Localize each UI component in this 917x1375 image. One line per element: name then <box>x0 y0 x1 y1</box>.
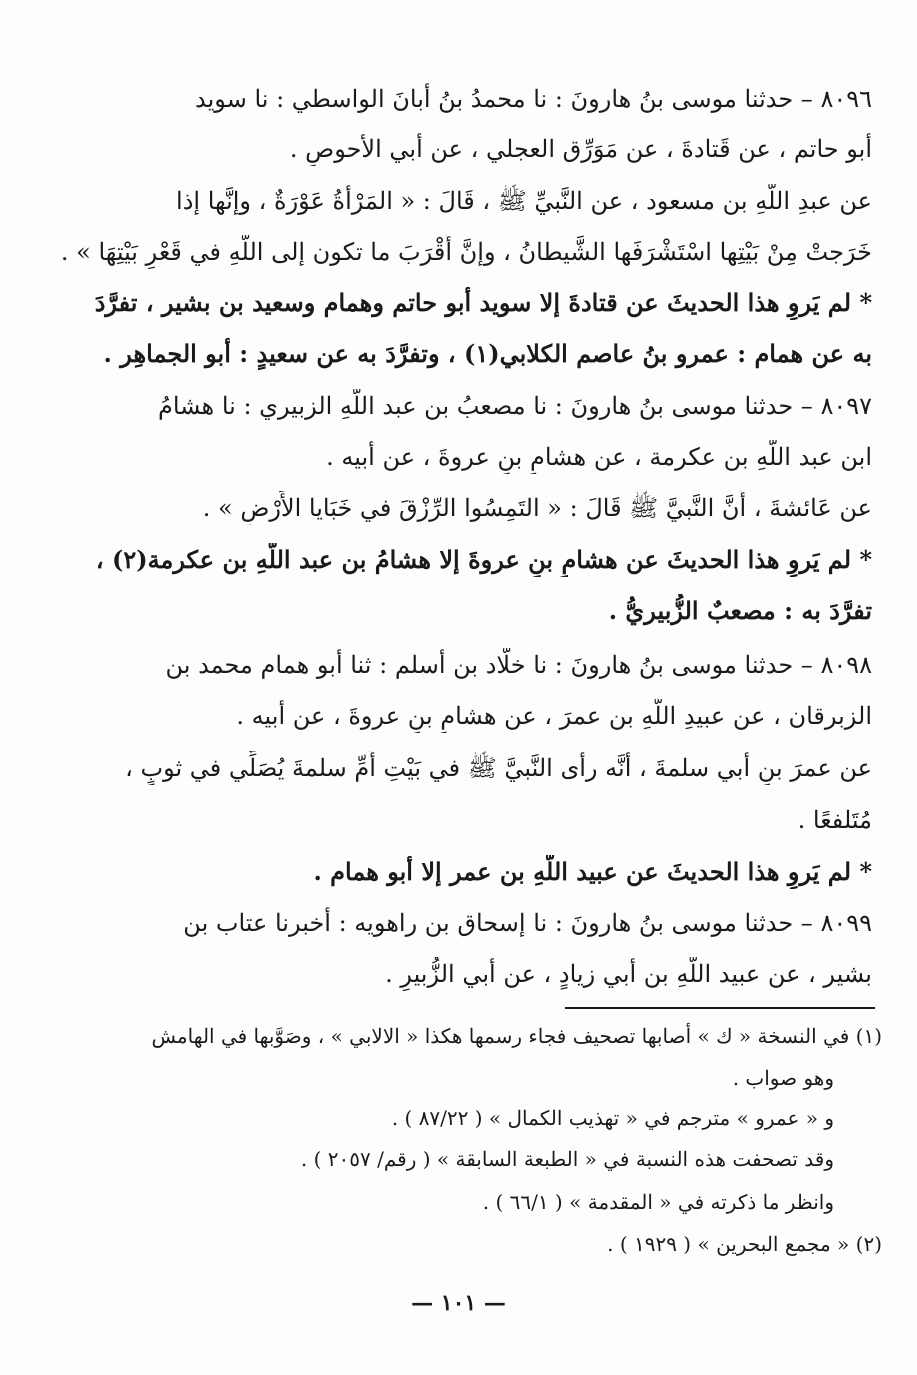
text-line: عن عَائشةَ ، أَنَّ النَّبيَّ ﷺ قَالَ : « التَمِسُوا الرِّزْقَ في خَبَايا الأَرْضِ » . <box>202 494 872 522</box>
text-line: خَرَجتْ مِنْ بَيْتِها اسْتَشْرَفَها الشَّيطانُ ، وإنَّ أَقْرَبَ ما تكون إلى اللَّهِ في قَعْرِ بَيْتِهَا » . <box>60 238 872 266</box>
text-line: ٨٠٩٧ – حدثنا موسى بنُ هارونَ : نا مصعبُ بن عبد اللَّهِ الزبيري : نا هشامُ <box>157 392 872 420</box>
footnote-line: وقد تصحفت هذه النسبة في « الطبعة السابقة » ( رقم/ ٢٠٥٧ ) . <box>300 1147 834 1171</box>
footnote-line: (١) في النسخة « ك » أصابها تصحيف فجاء رسمها هكذا « الالابي » ، وصَوَّبها في الهامش <box>151 1024 882 1048</box>
text-line: أبو حاتم ، عن قَتادةَ ، عن مَوَرِّق العجلي ، عن أبي الأحوصِ . <box>289 135 872 163</box>
text-line: الزبرقان ، عن عبيدِ اللَّهِ بن عمرَ ، عن هشامِ بنِ عروةَ ، عن أبيه . <box>236 702 872 730</box>
text-line: ابن عبد اللَّهِ بن عكرمة ، عن هشامِ بنِ عروةَ ، عن أبيه . <box>326 443 872 471</box>
footnote-line: و « عمرو » مترجم في « تهذيب الكمال » ( ٨٧/٢٢ ) . <box>391 1106 834 1130</box>
text-line: بشير ، عن عبيد اللَّهِ بن أبي زيادٍ ، عن أبي الزُّبيرِ . <box>385 960 872 988</box>
text-line: ٨٠٩٩ – حدثنا موسى بنُ هارونَ : نا إسحاق بن راهويه : أخبرنا عتاب بن <box>183 909 872 937</box>
text-line-note: * لم يَروِ هذا الحديثَ عن عبيد اللَّهِ بن عمر إلا أبو همام . <box>313 857 872 886</box>
text-line: ٨٠٩٦ – حدثنا موسى بنُ هارونَ : نا محمدُ بنُ أبانَ الواسطي : نا سويد <box>195 85 872 113</box>
footnote-divider <box>565 1007 875 1009</box>
text-line: عن عمرَ بنِ أبي سلمةَ ، أنَّه رأى النَّبيَّ ﷺ في بَيْتِ أُمِّ سلمةَ يُصَلِّي في ثوبٍ ، <box>125 754 872 782</box>
footnote-line: (٢) « مجمع البحرين » ( ١٩٢٩ ) . <box>607 1232 882 1256</box>
text-line: عن عبدِ اللَّهِ بن مسعود ، عن النَّبيِّ ﷺ ، قَالَ : « المَرْأةُ عَوْرَةٌ ، وإنَّها إذا <box>176 187 872 215</box>
footnote-line: وانظر ما ذكرته في « المقدمة » ( ٦٦/١ ) . <box>482 1190 834 1214</box>
text-line: مُتَلفعًا . <box>797 806 872 834</box>
text-line-note: * لم يَروِ هذا الحديثَ عن قتادةَ إلا سويد أبو حاتم وهمام وسعيد بن بشير ، تفرَّدَ <box>94 288 872 317</box>
text-line: ٨٠٩٨ – حدثنا موسى بنُ هارونَ : نا خلَّاد بن أسلم : ثنا أبو همام محمد بن <box>165 651 872 679</box>
text-line-note: تفرَّدَ به : مصعبٌ الزُّبيريُّ . <box>608 596 872 625</box>
footnote-line: وهو صواب . <box>732 1066 834 1090</box>
text-line-note: به عن همام : عمرو بنُ عاصم الكلابي(١) ، وتفرَّدَ به عن سعيدٍ : أبو الجماهِر . <box>103 339 872 368</box>
text-line-note: * لم يَروِ هذا الحديثَ عن هشامِ بنِ عروةَ إلا هشامُ بن عبد اللَّهِ بن عكرمة(٢) ، <box>95 545 872 574</box>
page-number: — ١٠١ — <box>411 1290 506 1316</box>
